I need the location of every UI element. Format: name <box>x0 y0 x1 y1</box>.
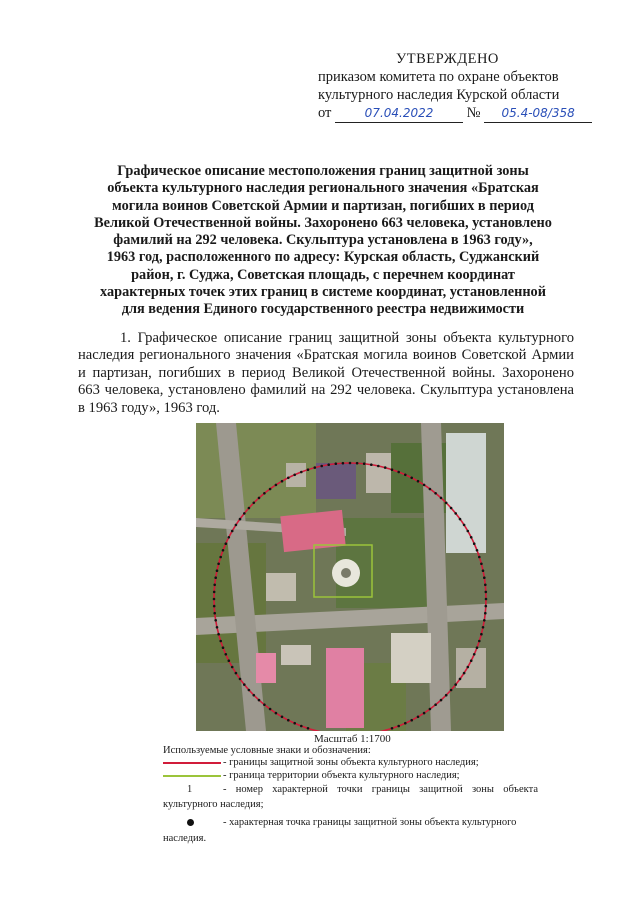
zone-point <box>470 536 473 539</box>
zone-point <box>225 653 228 656</box>
zone-point <box>450 689 453 692</box>
zone-point <box>213 591 216 594</box>
zone-point <box>404 722 407 725</box>
zone-point <box>384 466 387 469</box>
zone-point <box>484 612 487 615</box>
document-title <box>78 163 568 319</box>
zone-point <box>300 725 303 728</box>
zone-point <box>287 477 290 480</box>
zone-point <box>391 727 394 730</box>
zone-point <box>467 666 470 669</box>
zone-point <box>222 646 225 649</box>
zone-point <box>480 563 483 566</box>
zone-point <box>445 694 448 697</box>
zone-point <box>235 524 238 527</box>
zone-point <box>235 672 238 675</box>
zone-point <box>485 591 488 594</box>
legend-number-label: - номер характерной точки границы защитной зоны объекта <box>223 784 538 795</box>
zone-point <box>213 584 216 587</box>
legend-point-label-cont: наследия. <box>163 833 207 844</box>
number-field <box>484 104 592 123</box>
zone-point <box>217 633 220 636</box>
zone-point <box>253 502 256 505</box>
zone-point <box>480 633 483 636</box>
red-line-swatch <box>163 762 221 764</box>
zone-point <box>307 468 310 471</box>
aerial-map <box>196 423 504 731</box>
zone-point <box>454 512 457 515</box>
zone-point <box>463 524 466 527</box>
zone-point <box>275 484 278 487</box>
zone-point <box>429 708 432 711</box>
title-line: Графическое описание местоположения границ защитной зоны <box>117 163 529 179</box>
legend-heading: Используемые условные знаки и обозначения: <box>163 745 371 756</box>
zone-point <box>243 512 246 515</box>
approval-heading: УТВЕРЖДЕНО <box>396 51 499 67</box>
zone-point <box>473 653 476 656</box>
zone-point <box>219 640 222 643</box>
zone-point <box>429 488 432 491</box>
zone-point <box>391 468 394 471</box>
pink-roof-building <box>280 510 345 552</box>
zone-point <box>243 683 246 686</box>
zone-point <box>228 659 231 662</box>
zone-point <box>417 480 420 483</box>
legend-red-label: - границы защитной зоны объекта культурного наследия; <box>223 757 479 768</box>
zone-point <box>473 542 476 545</box>
number-prefix: № <box>466 105 481 121</box>
zone-point <box>269 488 272 491</box>
zone-point <box>219 556 222 559</box>
zone-point <box>248 507 251 510</box>
zone-point <box>423 484 426 487</box>
zone-point <box>258 497 261 500</box>
zone-point <box>404 474 407 477</box>
title-line: объекта культурного наследия регионального значения «Братская <box>107 180 539 197</box>
title-line: Великой Отечественной войны. Захоронено 663 человека, установлено <box>94 214 552 231</box>
zone-point <box>342 462 345 465</box>
zone-point <box>356 462 359 465</box>
title-line: район, г. Суджа, Советская площадь, с перечнем координат <box>131 266 515 283</box>
zone-point <box>335 462 338 465</box>
legend-number-label-cont: культурного наследия; <box>163 799 264 810</box>
zone-point <box>363 462 366 465</box>
zone-point <box>470 659 473 662</box>
zone-point <box>459 518 462 521</box>
zone-point <box>485 598 488 601</box>
zone-point <box>225 542 228 545</box>
paragraph-text: 1. Графическое описание границ защитной зоны объекта культурного наследия регионального значения «Братская могила воинов Советской Армии и партизан, погибших в период Великой Отечественной войны. Захоронено 663 человека, установлено фамилий на 292 человека. Скульптура установлена в 1963 году», 1963 год. <box>78 330 574 416</box>
zone-point <box>349 462 352 465</box>
school-block <box>316 463 356 499</box>
zone-point <box>214 576 217 579</box>
zone-point <box>484 584 487 587</box>
zone-point <box>214 619 217 622</box>
zone-point <box>450 507 453 510</box>
zone-point <box>482 569 485 572</box>
title-line: фамилий на 292 человека. Скульптура установлена в 1963 году», <box>113 232 533 249</box>
zone-point <box>327 463 330 466</box>
zone-point <box>213 598 216 601</box>
zone-point <box>239 678 242 681</box>
approval-date-line <box>318 104 618 123</box>
zone-point <box>434 703 437 706</box>
zone-point <box>476 549 479 552</box>
title-line: 1963 год, расположенного по адресу: Курская область, Суджанский <box>106 249 540 266</box>
zone-point <box>216 569 219 572</box>
zone-point <box>263 703 266 706</box>
legend-point-label: - характерная точка границы защитной зоны объекта культурного <box>223 817 517 828</box>
zone-point <box>478 640 481 643</box>
zone-point <box>239 518 242 521</box>
title-line: для ведения Единого государственного реестра недвижимости <box>121 301 525 318</box>
zone-point <box>281 480 284 483</box>
zone-point <box>258 699 261 702</box>
green-line-swatch <box>163 775 221 777</box>
section-1-paragraph <box>78 330 574 417</box>
zone-point <box>463 672 466 675</box>
date-field <box>335 104 463 123</box>
date-value: 07.04.2022 <box>364 106 434 120</box>
zone-point <box>320 465 323 468</box>
zone-point <box>483 619 486 622</box>
zone-point <box>217 563 220 566</box>
title-line: характерных точек этих границ в системе координат, установленной <box>100 284 546 301</box>
zone-point <box>434 492 437 495</box>
memorial-monument <box>341 568 351 578</box>
building-se <box>456 648 486 688</box>
zone-point <box>228 536 231 539</box>
zone-point <box>307 727 310 730</box>
shop-building <box>391 633 431 683</box>
zone-point <box>417 716 420 719</box>
zone-point <box>410 719 413 722</box>
zone-point <box>293 474 296 477</box>
building-w <box>266 573 296 601</box>
zone-point <box>253 694 256 697</box>
number-value: 05.4-08/358 <box>501 106 575 120</box>
zone-point <box>482 626 485 629</box>
zone-point <box>213 605 216 608</box>
zone-point <box>231 530 234 533</box>
legend-green-label: - граница территории объекта культурного наследия; <box>223 770 460 781</box>
zone-point <box>478 556 481 559</box>
zone-point <box>377 465 380 468</box>
zone-point <box>314 466 317 469</box>
zone-point <box>467 530 470 533</box>
zone-point <box>397 725 400 728</box>
zone-point <box>445 502 448 505</box>
date-prefix: от <box>318 105 332 121</box>
zone-point <box>423 712 426 715</box>
small-house <box>281 645 311 665</box>
approval-line-1: приказом комитета по охране объектов <box>318 69 559 85</box>
zone-point <box>248 689 251 692</box>
zone-point <box>454 683 457 686</box>
zone-point <box>410 477 413 480</box>
pink-house <box>256 653 276 683</box>
zone-point <box>300 471 303 474</box>
approval-line-2: культурного наследия Курской области <box>318 87 560 103</box>
pink-building-south <box>326 648 364 728</box>
zone-point <box>269 708 272 711</box>
zone-point <box>216 626 219 629</box>
legend-number-sample: 1 <box>187 784 193 795</box>
zone-point <box>485 605 488 608</box>
point-symbol-icon <box>187 819 194 826</box>
zone-point <box>293 722 296 725</box>
zone-point <box>440 497 443 500</box>
title-line: могила воинов Советской Армии и партизан, погибших в период <box>112 197 534 214</box>
approval-stamp <box>318 50 618 123</box>
zone-point <box>397 471 400 474</box>
zone-point <box>213 612 216 615</box>
zone-point <box>483 576 486 579</box>
east-building <box>446 433 486 553</box>
zone-point <box>231 666 234 669</box>
zone-point <box>281 716 284 719</box>
zone-point <box>222 549 225 552</box>
zone-point <box>263 492 266 495</box>
zone-point <box>440 699 443 702</box>
zone-point <box>476 646 479 649</box>
zone-point <box>370 463 373 466</box>
map-scale: Масштаб 1:1700 <box>314 733 391 745</box>
zone-point <box>287 719 290 722</box>
zone-point <box>275 712 278 715</box>
white-building <box>366 453 391 493</box>
zone-point <box>459 678 462 681</box>
